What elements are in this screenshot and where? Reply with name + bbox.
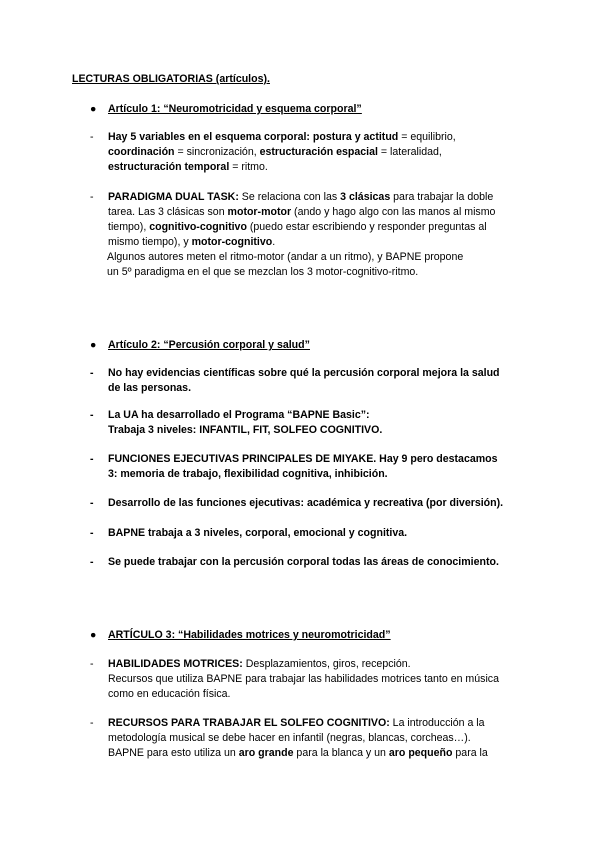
dash-marker: -: [90, 131, 94, 143]
item-text: Hay 5 variables en el esquema corporal: postura y actitud = equilibrio, coordinación = sincronización, estructuración espacial = lateralidad, estructuración temporal = ritmo.: [108, 131, 456, 173]
section-heading-article-2: ● Artículo 2: “Percusión corporal y salud”: [90, 339, 310, 351]
dash-marker: -: [90, 556, 94, 568]
item-text: FUNCIONES EJECUTIVAS PRINCIPALES DE MIYAKE. Hay 9 pero destacamos 3: memoria de trabajo, flexibilidad cognitiva, inhibición.: [108, 453, 498, 480]
item-text: No hay evidencias científicas sobre qué la percusión corporal mejora la salud de las personas.: [108, 367, 500, 394]
dash-marker: -: [90, 527, 94, 539]
item-text: HABILIDADES MOTRICES: Desplazamientos, giros, recepción. Recursos que utiliza BAPNE para trabajar las habilidades motrices tanto en música como en educación física.: [108, 658, 499, 700]
item-text: BAPNE trabaja a 3 niveles, corporal, emocional y cognitiva.: [108, 527, 408, 539]
item-text: Se puede trabajar con la percusión corporal todas las áreas de conocimiento.: [108, 556, 499, 568]
item-text: Desarrollo de las funciones ejecutivas: académica y recreativa (por diversión).: [108, 497, 504, 509]
dash-marker: -: [90, 409, 94, 421]
item-text: PARADIGMA DUAL TASK: Se relaciona con las 3 clásicas para trabajar la doble tarea. Las 3 clásicas son motor-motor (ando y hago algo con las manos al mismo tiempo), cognitivo-cognitivo (puedo estar escribiendo y responder preguntas al mismo tiempo), y motor-cognitivo.: [108, 191, 496, 248]
dash-marker: -: [90, 717, 94, 729]
dash-marker: -: [90, 658, 94, 670]
item-text: La UA ha desarrollado el Programa “BAPNE Basic”: Trabaja 3 niveles: INFANTIL, FIT, SOLFEO COGNITIVO.: [108, 409, 383, 436]
item-text: RECURSOS PARA TRABAJAR EL SOLFEO COGNITIVO: La introducción a la metodología musical se debe hacer en infantil (negras, blancas, corcheas…). BAPNE para esto utiliza un aro grande para la blanca y un aro pequeño para la: [108, 717, 488, 759]
dash-marker: -: [90, 497, 94, 509]
section-heading-article-1: ● Artículo 1: “Neuromotricidad y esquema corporal”: [90, 103, 362, 115]
bullet-icon: ●: [90, 629, 97, 641]
section-heading-article-3: ● ARTÍCULO 3: “Habilidades motrices y neuromotricidad”: [90, 629, 391, 641]
document-title: LECTURAS OBLIGATORIAS (artículos).: [72, 73, 270, 85]
paragraph-continuation: Algunos autores meten el ritmo-motor (andar a un ritmo), y BAPNE propone: [107, 251, 464, 263]
paragraph-continuation: un 5º paradigma en el que se mezclan los 3 motor-cognitivo-ritmo.: [107, 266, 419, 278]
dash-marker: -: [90, 367, 94, 379]
bullet-icon: ●: [90, 339, 97, 351]
dash-marker: -: [90, 453, 94, 465]
dash-marker: -: [90, 191, 94, 203]
bullet-icon: ●: [90, 103, 97, 115]
